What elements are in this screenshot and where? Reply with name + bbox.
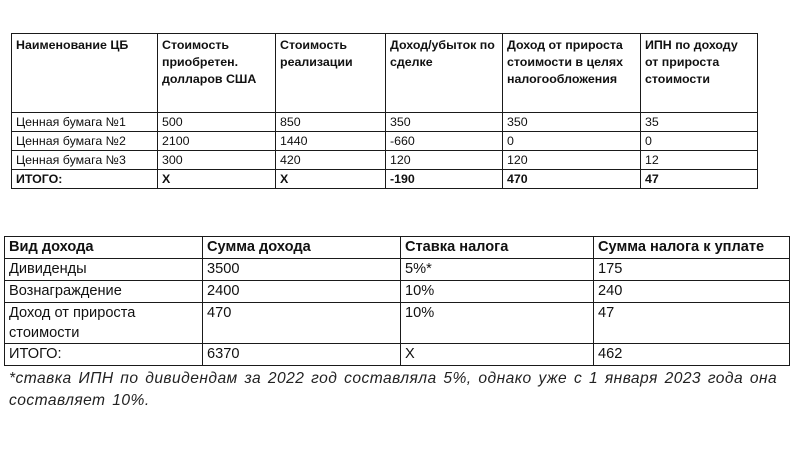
- table-cell: 120: [386, 151, 503, 170]
- table-cell: Вознаграждение: [5, 281, 203, 303]
- table-cell: Х: [401, 344, 594, 366]
- table-row: [5, 259, 790, 281]
- table-row: [12, 132, 758, 151]
- table-cell: 0: [641, 132, 758, 151]
- table-row: [12, 151, 758, 170]
- table-cell: -660: [386, 132, 503, 151]
- table-cell: Дивиденды: [5, 259, 203, 281]
- table-header-row: [5, 237, 790, 259]
- table-cell: Доход от прироста стоимости: [5, 303, 203, 344]
- table-cell: Ценная бумага №3: [12, 151, 158, 170]
- footnote: *ставка ИПН по дивидендам за 2022 год составляла 5%, однако уже с 1 января 2023 года она составляет 10%.: [9, 370, 778, 409]
- table-cell: 850: [276, 113, 386, 132]
- table-cell: 0: [503, 132, 641, 151]
- table-cell: 6370: [203, 344, 401, 366]
- table-cell: 47: [641, 170, 758, 189]
- table-cell: 420: [276, 151, 386, 170]
- table-cell: 2100: [158, 132, 276, 151]
- table-cell: 500: [158, 113, 276, 132]
- income-table: [4, 236, 790, 366]
- header-security-name: Наименование ЦБ: [12, 34, 158, 113]
- table-row: [12, 113, 758, 132]
- header-purchase-cost: Стоимость приобретен. долларов США: [158, 34, 276, 113]
- header-tax-rate: Ставка налога: [401, 237, 594, 259]
- header-gain-tax: ИПН по доходу от прироста стоимости: [641, 34, 758, 113]
- table-cell: 10%: [401, 281, 594, 303]
- header-taxable-gain: Доход от прироста стоимости в целях налогообложения: [503, 34, 641, 113]
- table-cell: 470: [203, 303, 401, 344]
- table-cell: Ценная бумага №2: [12, 132, 158, 151]
- table-cell: 300: [158, 151, 276, 170]
- table-cell: 462: [594, 344, 790, 366]
- securities-table: [11, 33, 758, 189]
- table-cell: -190: [386, 170, 503, 189]
- table-cell: 1440: [276, 132, 386, 151]
- table-cell: 240: [594, 281, 790, 303]
- table-total-row: [5, 344, 790, 366]
- table-cell: 350: [503, 113, 641, 132]
- table-cell: 47: [594, 303, 790, 344]
- header-income-amount: Сумма дохода: [203, 237, 401, 259]
- header-tax-due: Сумма налога к уплате: [594, 237, 790, 259]
- table-cell: 175: [594, 259, 790, 281]
- table-cell: 12: [641, 151, 758, 170]
- table-cell: Ценная бумага №1: [12, 113, 158, 132]
- table-cell: 10%: [401, 303, 594, 344]
- table-cell: 120: [503, 151, 641, 170]
- header-deal-result: Доход/убыток по сделке: [386, 34, 503, 113]
- table-cell: ИТОГО:: [12, 170, 158, 189]
- table-row: [5, 281, 790, 303]
- header-sale-value: Стоимость реализации: [276, 34, 386, 113]
- table-header-row: [12, 34, 758, 113]
- table-cell: 470: [503, 170, 641, 189]
- table-cell: ИТОГО:: [5, 344, 203, 366]
- table-total-row: [12, 170, 758, 189]
- table-cell: 350: [386, 113, 503, 132]
- table-cell: 2400: [203, 281, 401, 303]
- table-cell: 5%*: [401, 259, 594, 281]
- table-cell: 35: [641, 113, 758, 132]
- table-row: [5, 303, 790, 344]
- table-cell: Х: [158, 170, 276, 189]
- table-cell: Х: [276, 170, 386, 189]
- table-cell: 3500: [203, 259, 401, 281]
- header-income-type: Вид дохода: [5, 237, 203, 259]
